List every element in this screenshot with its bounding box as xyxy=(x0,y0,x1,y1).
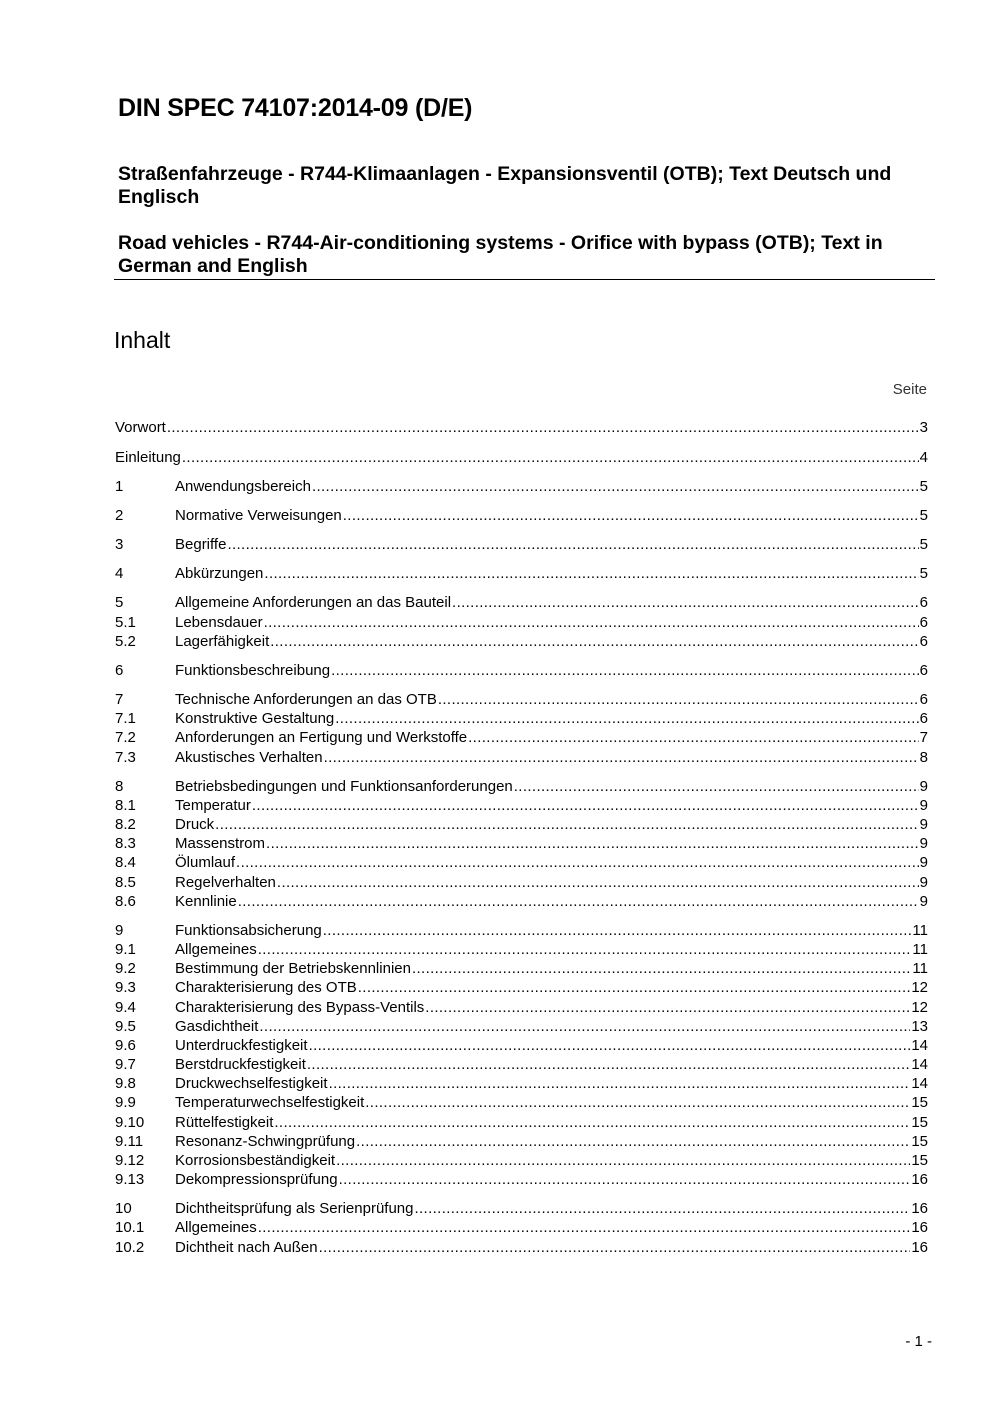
toc-dot-leader xyxy=(309,1036,911,1055)
toc-entry[interactable] xyxy=(115,873,928,892)
page-number: - 1 - xyxy=(905,1333,932,1350)
toc-dot-leader xyxy=(438,690,919,709)
toc-entry[interactable] xyxy=(115,815,928,834)
toc-entry[interactable] xyxy=(115,1151,928,1170)
toc-entry-number: 9.12 xyxy=(115,1152,145,1169)
toc-entry[interactable] xyxy=(115,1055,928,1074)
toc-entry-title: Druck xyxy=(175,816,215,833)
toc-entry-page: 9 xyxy=(919,816,928,833)
toc-entry[interactable] xyxy=(115,892,928,911)
toc-entry[interactable] xyxy=(115,535,928,554)
toc-entry[interactable] xyxy=(115,448,928,467)
toc-entry-title: Funktionsabsicherung xyxy=(175,922,322,939)
toc-dot-leader xyxy=(312,477,919,496)
toc-entry-number: 5.1 xyxy=(115,614,136,631)
toc-entry-page: 4 xyxy=(919,449,928,466)
toc-entry-page: 5 xyxy=(919,565,928,582)
toc-entry-page: 11 xyxy=(912,941,928,958)
toc-entry[interactable] xyxy=(115,593,928,612)
toc-entry-page: 12 xyxy=(911,999,928,1016)
toc-entry-number: 9.7 xyxy=(115,1056,136,1073)
toc-dot-leader xyxy=(252,796,919,815)
toc-entry-title: Allgemeines xyxy=(175,1219,257,1236)
toc-entry-number: 8.4 xyxy=(115,854,136,871)
toc-dot-leader xyxy=(336,1151,910,1170)
toc-entry[interactable] xyxy=(115,1170,928,1189)
toc-dot-leader xyxy=(182,448,919,467)
toc-entry-page: 9 xyxy=(919,874,928,891)
toc-entry-title: Funktionsbeschreibung xyxy=(175,662,331,679)
toc-entry-page: 6 xyxy=(919,691,928,708)
toc-dot-leader xyxy=(277,873,919,892)
toc-entry-number: 1 xyxy=(115,478,124,495)
toc-entry-number: 5 xyxy=(115,594,124,611)
toc-entry-page: 11 xyxy=(912,960,928,977)
toc-entry-page: 9 xyxy=(919,797,928,814)
toc-entry-number: 3 xyxy=(115,536,124,553)
toc-dot-leader xyxy=(270,632,918,651)
toc-dot-leader xyxy=(329,1074,911,1093)
toc-entry-number: 9.1 xyxy=(115,941,136,958)
toc-entry-number: 2 xyxy=(115,507,124,524)
toc-dot-leader xyxy=(307,1055,910,1074)
toc-dot-leader xyxy=(258,940,912,959)
toc-entry-page: 15 xyxy=(911,1133,928,1150)
toc-entry-page: 6 xyxy=(919,614,928,631)
toc-entry-title: Dichtheit nach Außen xyxy=(175,1239,318,1256)
toc-entry[interactable] xyxy=(115,506,928,525)
toc-entry[interactable] xyxy=(115,477,928,496)
toc-entry-page: 6 xyxy=(919,594,928,611)
toc-entry-page: 16 xyxy=(911,1200,928,1217)
toc-dot-leader xyxy=(264,564,918,583)
toc-entry-title: Unterdruckfestigkeit xyxy=(175,1037,308,1054)
toc-entry-number: 4 xyxy=(115,565,124,582)
toc-entry-number: 10.1 xyxy=(115,1219,145,1236)
toc-dot-leader xyxy=(365,1093,910,1112)
toc-entry-page: 6 xyxy=(919,662,928,679)
toc-entry[interactable] xyxy=(115,1238,928,1257)
toc-entry[interactable] xyxy=(115,1036,928,1055)
toc-entry-page: 9 xyxy=(919,778,928,795)
toc-entry-title: Rüttelfestigkeit xyxy=(175,1114,274,1131)
toc-dot-leader xyxy=(274,1113,910,1132)
toc-entry-page: 7 xyxy=(919,729,928,746)
toc-entry[interactable] xyxy=(115,1199,928,1218)
toc-entry[interactable] xyxy=(115,661,928,680)
toc-entry[interactable] xyxy=(115,632,928,651)
toc-entry-title: Massenstrom xyxy=(175,835,266,852)
toc-dot-leader xyxy=(414,1199,910,1218)
toc-entry[interactable] xyxy=(115,1113,928,1132)
contents-heading: Inhalt xyxy=(114,327,171,353)
toc-entry-title: Abkürzungen xyxy=(175,565,264,582)
toc-entry-page: 12 xyxy=(911,979,928,996)
toc-dot-leader xyxy=(412,959,911,978)
toc-entry[interactable] xyxy=(115,690,928,709)
toc-entry-title: Berstdruckfestigkeit xyxy=(175,1056,306,1073)
toc-entry-title: Akustisches Verhalten xyxy=(175,749,323,766)
toc-entry[interactable] xyxy=(115,959,928,978)
toc-dot-leader xyxy=(331,661,919,680)
toc-dot-leader xyxy=(514,777,919,796)
toc-entry-title: Ölumlauf xyxy=(175,854,236,871)
toc-entry[interactable] xyxy=(115,418,928,437)
toc-entry-number: 7.3 xyxy=(115,749,136,766)
toc-dot-leader xyxy=(468,728,919,747)
toc-entry-number: 9.6 xyxy=(115,1037,136,1054)
toc-dot-leader xyxy=(335,709,918,728)
toc-entry-title: Begriffe xyxy=(175,536,227,553)
toc-entry-page: 5 xyxy=(919,507,928,524)
toc-entry-number: 10.2 xyxy=(115,1239,145,1256)
toc-entry-page: 6 xyxy=(919,710,928,727)
toc-entry-title: Allgemeines xyxy=(175,941,257,958)
toc-entry-title: Lebensdauer xyxy=(175,614,263,631)
toc-entry-number: 6 xyxy=(115,662,124,679)
toc-dot-leader xyxy=(167,418,919,437)
toc-entry[interactable] xyxy=(115,1093,928,1112)
toc-dot-leader xyxy=(323,921,912,940)
toc-entry-title: Temperatur xyxy=(175,797,251,814)
toc-entry-page: 5 xyxy=(919,536,928,553)
toc-entry-page: 9 xyxy=(919,893,928,910)
toc-dot-leader xyxy=(258,1218,911,1237)
toc-dot-leader xyxy=(227,535,918,554)
toc-entry[interactable] xyxy=(115,1218,928,1237)
toc-entry-title: Korrosionsbeständigkeit xyxy=(175,1152,336,1169)
toc-entry-number: 9.9 xyxy=(115,1094,136,1111)
toc-entry-number: 8.6 xyxy=(115,893,136,910)
toc-entry-title: Vorwort xyxy=(115,419,166,436)
toc-entry[interactable] xyxy=(115,564,928,583)
toc-entry-title: Dichtheitsprüfung als Serienprüfung xyxy=(175,1200,414,1217)
toc-entry[interactable] xyxy=(115,748,928,767)
toc-entry[interactable] xyxy=(115,978,928,997)
toc-entry-title: Druckwechselfestigkeit xyxy=(175,1075,328,1092)
toc-entry-page: 16 xyxy=(911,1219,928,1236)
toc-entry-page: 14 xyxy=(911,1037,928,1054)
toc-entry[interactable] xyxy=(115,834,928,853)
toc-dot-leader xyxy=(339,1170,911,1189)
toc-entry-page: 6 xyxy=(919,633,928,650)
toc-entry-page: 16 xyxy=(911,1239,928,1256)
toc-entry-number: 8.2 xyxy=(115,816,136,833)
toc-dot-leader xyxy=(425,998,910,1017)
toc-entry-title: Anwendungsbereich xyxy=(175,478,311,495)
toc-entry-number: 8.1 xyxy=(115,797,136,814)
toc-entry[interactable] xyxy=(115,1017,928,1036)
toc-entry-title: Einleitung xyxy=(115,449,181,466)
toc-entry-number: 8.5 xyxy=(115,874,136,891)
toc-entry-title: Anforderungen an Fertigung und Werkstoffe xyxy=(175,729,468,746)
toc-entry-page: 14 xyxy=(911,1056,928,1073)
subtitle-english: Road vehicles - R744-Air-conditioning systems - Orifice with bypass (OTB); Text in German and English xyxy=(118,232,883,277)
toc-dot-leader xyxy=(356,1132,910,1151)
toc-entry-title: Betriebsbedingungen und Funktionsanforderungen xyxy=(175,778,513,795)
toc-entry-number: 7.1 xyxy=(115,710,136,727)
toc-entry[interactable] xyxy=(115,921,928,940)
toc-entry-title: Lagerfähigkeit xyxy=(175,633,270,650)
toc-entry[interactable] xyxy=(115,777,928,796)
toc-dot-leader xyxy=(266,834,919,853)
toc-dot-leader xyxy=(238,892,919,911)
toc-entry-number: 5.2 xyxy=(115,633,136,650)
toc-dot-leader xyxy=(215,815,918,834)
toc-entry[interactable] xyxy=(115,998,928,1017)
toc-entry-page: 11 xyxy=(912,922,928,939)
toc-entry[interactable] xyxy=(115,853,928,872)
toc-entry-title: Regelverhalten xyxy=(175,874,276,891)
toc-entry-number: 8 xyxy=(115,778,124,795)
toc-entry-title: Dekompressionsprüfung xyxy=(175,1171,338,1188)
title-divider xyxy=(114,279,935,280)
toc-entry-title: Normative Verweisungen xyxy=(175,507,342,524)
toc-entry-number: 9 xyxy=(115,922,124,939)
toc-dot-leader xyxy=(324,748,919,767)
toc-dot-leader xyxy=(319,1238,911,1257)
toc-entry[interactable] xyxy=(115,796,928,815)
toc-entry-number: 9.8 xyxy=(115,1075,136,1092)
toc-entry-page: 3 xyxy=(919,419,928,436)
toc-entry[interactable] xyxy=(115,728,928,747)
toc-entry-page: 15 xyxy=(911,1152,928,1169)
toc-dot-leader xyxy=(358,978,911,997)
toc-entry[interactable] xyxy=(115,1132,928,1151)
toc-entry[interactable] xyxy=(115,940,928,959)
toc-dot-leader xyxy=(264,613,919,632)
toc-entry[interactable] xyxy=(115,613,928,632)
toc-entry-page: 16 xyxy=(911,1171,928,1188)
toc-entry-number: 9.2 xyxy=(115,960,136,977)
toc-entry-title: Bestimmung der Betriebskennlinien xyxy=(175,960,411,977)
toc-entry-number: 7.2 xyxy=(115,729,136,746)
toc-entry[interactable] xyxy=(115,1074,928,1093)
subtitle-german: Straßenfahrzeuge - R744-Klimaanlagen - Expansionsventil (OTB); Text Deutsch und Englisch xyxy=(118,163,892,208)
toc-entry-page: 9 xyxy=(919,854,928,871)
toc-entry-title: Gasdichtheit xyxy=(175,1018,259,1035)
toc-entry[interactable] xyxy=(115,709,928,728)
toc-entry-number: 9.11 xyxy=(115,1133,144,1150)
toc-entry-title: Temperaturwechselfestigkeit xyxy=(175,1094,365,1111)
page-column-label: Seite xyxy=(892,381,927,398)
toc-entry-page: 5 xyxy=(919,478,928,495)
toc-entry-page: 8 xyxy=(919,749,928,766)
toc-entry-page: 15 xyxy=(911,1114,928,1131)
toc-entry-page: 14 xyxy=(911,1075,928,1092)
toc-dot-leader xyxy=(236,853,919,872)
toc-entry-number: 7 xyxy=(115,691,124,708)
toc-entry-number: 8.3 xyxy=(115,835,136,852)
toc-entry-title: Technische Anforderungen an das OTB xyxy=(175,691,437,708)
document-title: DIN SPEC 74107:2014-09 (D/E) xyxy=(118,94,473,122)
toc-entry-title: Charakterisierung des OTB xyxy=(175,979,357,996)
toc-entry-title: Charakterisierung des Bypass-Ventils xyxy=(175,999,425,1016)
toc-entry-number: 9.10 xyxy=(115,1114,145,1131)
toc-dot-leader xyxy=(343,506,919,525)
toc-entry-title: Konstruktive Gestaltung xyxy=(175,710,335,727)
toc-entry-page: 9 xyxy=(919,835,928,852)
toc-entry-number: 9.4 xyxy=(115,999,136,1016)
toc-dot-leader xyxy=(259,1017,910,1036)
toc-entry-number: 9.3 xyxy=(115,979,136,996)
toc-entry-number: 9.13 xyxy=(115,1171,145,1188)
toc-entry-page: 15 xyxy=(911,1094,928,1111)
toc-entry-title: Resonanz-Schwingprüfung xyxy=(175,1133,356,1150)
toc-dot-leader xyxy=(452,593,919,612)
toc-entry-page: 13 xyxy=(911,1018,928,1035)
toc-entry-number: 9.5 xyxy=(115,1018,136,1035)
toc-entry-title: Kennlinie xyxy=(175,893,237,910)
toc-entry-title: Allgemeine Anforderungen an das Bauteil xyxy=(175,594,452,611)
toc-entry-number: 10 xyxy=(115,1200,132,1217)
